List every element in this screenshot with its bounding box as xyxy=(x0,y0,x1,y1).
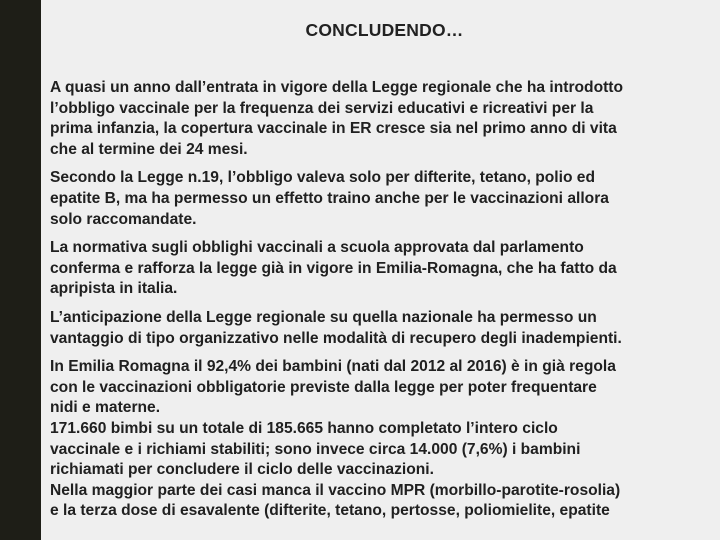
text-line: 171.660 bimbi su un totale di 185.665 hanno completato l’intero ciclo xyxy=(50,419,558,437)
text-line: Secondo la Legge n.19, l’obbligo valeva solo per difterite, tetano, polio ed xyxy=(50,169,596,187)
left-accent-bar xyxy=(0,0,41,540)
paragraph-5 xyxy=(50,357,720,522)
text-line: solo raccomandate. xyxy=(50,210,197,228)
text-line: nidi e materne. xyxy=(50,399,161,417)
text-line: vantaggio di tipo organizzativo nelle modalità di recupero degli inadempienti. xyxy=(50,329,622,347)
slide-title: CONCLUDENDO… xyxy=(305,20,464,40)
text-line: e la terza dose di esavalente (difterite, tetano, pertosse, poliomielite, epatite xyxy=(50,502,610,520)
text-line: epatite B, ma ha permesso un effetto traino anche per le vaccinazioni allora xyxy=(50,189,609,207)
text-line: che al termine dei 24 mesi. xyxy=(50,140,248,158)
text-line: prima infanzia, la copertura vaccinale in ER cresce sia nel primo anno di vita xyxy=(50,120,617,138)
text-line: l’obbligo vaccinale per la frequenza dei servizi educativi e ricreativi per la xyxy=(50,99,594,117)
paragraph-1 xyxy=(50,78,720,160)
text-line: In Emilia Romagna il 92,4% dei bambini (nati dal 2012 al 2016) è in già regola xyxy=(50,358,616,376)
text-line: La normativa sugli obblighi vaccinali a scuola approvata dal parlamento xyxy=(50,239,584,257)
text-line: richiamati per concludere il ciclo delle vaccinazioni. xyxy=(50,461,434,479)
paragraph-4 xyxy=(50,308,720,349)
paragraph-3 xyxy=(50,238,720,300)
text-line: vaccinale e i richiami stabiliti; sono invece circa 14.000 (7,6%) i bambini xyxy=(50,440,581,458)
text-line: conferma e rafforza la legge già in vigore in Emilia-Romagna, che ha fatto da xyxy=(50,259,617,277)
text-line: A quasi un anno dall’entrata in vigore della Legge regionale che ha introdotto xyxy=(50,79,624,96)
text-line: Nella maggior parte dei casi manca il vaccino MPR (morbillo-parotite-rosolia) xyxy=(50,481,621,499)
slide-body xyxy=(50,78,720,530)
text-line: L’anticipazione della Legge regionale su quella nazionale ha permesso un xyxy=(50,308,597,326)
text-line: apripista in italia. xyxy=(50,280,178,298)
paragraph-2 xyxy=(50,168,720,230)
text-line: con le vaccinazioni obbligatorie previste dalla legge per poter frequentare xyxy=(50,378,597,396)
